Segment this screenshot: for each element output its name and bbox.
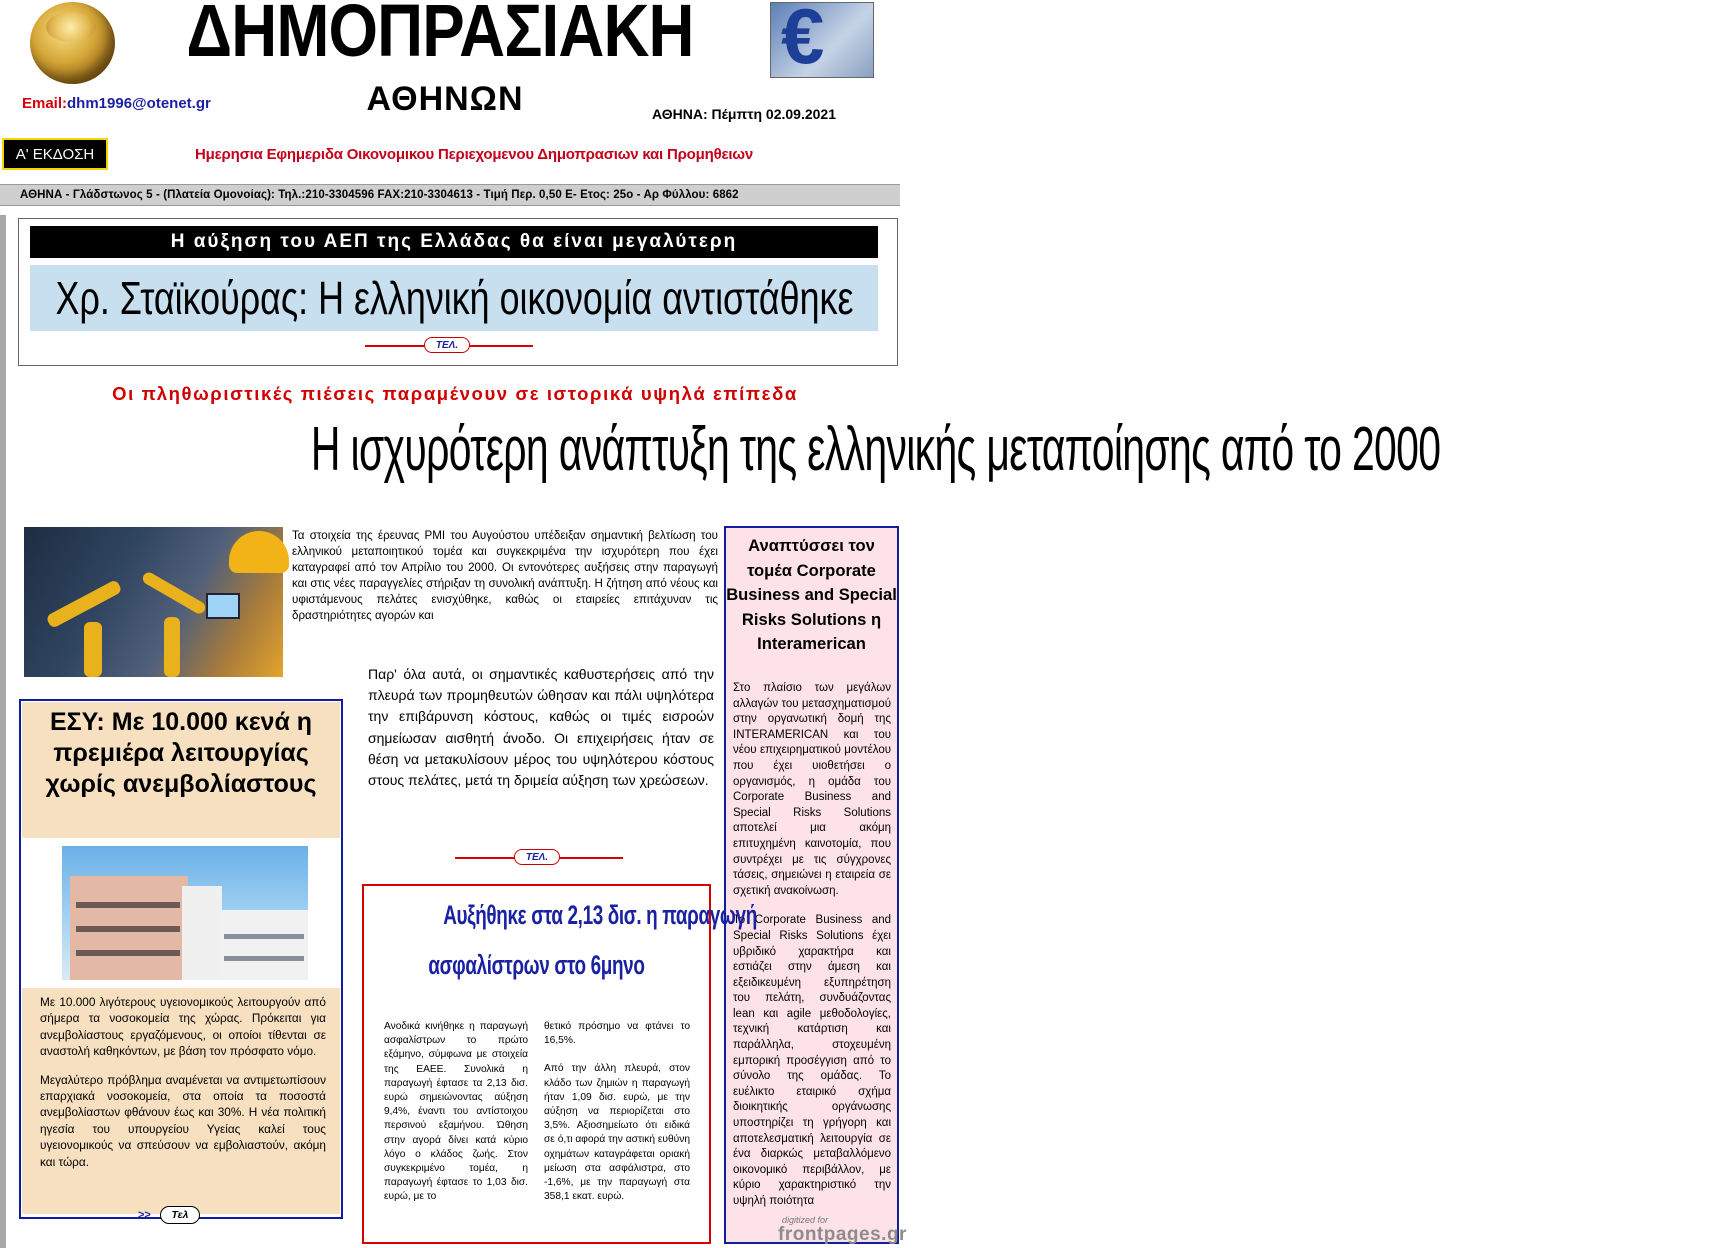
story2-paragraph-2: Παρ' όλα αυτά, οι σημαντικές καθυστερήσεις από την πλευρά των προμηθευτών ώθησαν και πάλι υψηλότερα την επιβάρυνση κόστους, καθώς οι τιμές εισροών σημείωσαν αισθητή άνοδο. Οι επιχειρήσεις ήταν σε θέση να μετακυλίσουν μέρος του υψηλότερου κόστους στους πελάτες, μετά τη δριμεία αύξηση των χρεώσεων. — [368, 666, 714, 789]
story2-end-mark: ΤΕΛ. — [514, 849, 560, 865]
insurance-headline-line1: Αυξήθηκε στα 2,13 δισ. η παραγωγή — [443, 900, 757, 930]
insurance-headline-line2: ασφαλίστρων στο 6μηνο — [427, 950, 645, 980]
watermark-site: frontpages.gr — [778, 1224, 907, 1245]
interamerican-paragraph-1: Στο πλαίσιο των μεγάλων αλλαγών του μετασχηματισμού στην οργανωτική δομή της INTERAMERICAN και του νέου επιχειρηματικού μοντέλου που έχει υιοθετήσει ο οργανισμός, η ομάδα του Corporate Business and Special Risks Solutions αποτελεί μια ακόμη επιτυχημένη καινοτομία, που συντρέχει με τις σύγχρονες τάσεις, σημειώνει η εταιρεία σε σχετική ανακοίνωση. — [733, 682, 891, 897]
insurance-column-2-part-2: Από την άλλη πλευρά, στον κλάδο των ζημιών η παραγωγή ήταν 1,09 δισ. ευρώ, με την αύξηση να περιορίζεται στο 3,5%. Αξιοσημείωτο ότι ειδικά σε ό,τι αφορά την αστική ευθύνη οχημάτων καταγράφεται οριακή μείωση στα ασφάλιστρα, στο -1,6%, με την παραγωγή στα 358,1 εκατ. ευρώ. — [544, 1063, 690, 1203]
issue-date: ΑΘΗΝΑ: Πέμπτη 02.09.2021 — [652, 106, 836, 122]
story2-headline: Η ισχυρότερη ανάπτυξη της ελληνικής μεταποίησης από το 2000 — [310, 415, 1441, 484]
newspaper-title: ΔΗΜΟΠΡΑΣΙΑΚΗ — [186, 0, 694, 72]
info-bar: ΑΘΗΝΑ - Γλάδστωνος 5 - (Πλατεία Ομονοίας): Τηλ.:210-3304596 FAX:210-3304613 - Τιμή Περ. 0,50 Ε- Ετος: 25ο - Αρ Φύλλου: 6862 — [0, 184, 900, 206]
insurance-column-1: Ανοδικά κινήθηκε η παραγωγή ασφαλίστρων το πρώτο εξάμηνο, σύμφωνα με στοιχεία της ΕΑΕΕ. Συνολικά η παραγωγή έφτασε τα 2,13 δισ. ευρώ σημειώνοντας αύξηση 9,4%, έναντι του αντίστοιχου περσινού εξαμήνου. Ώθηση στην αγορά δίνει κατά κύριο λόγο ο κλάδος ζωής. Στον συγκεκριμένο τομέα, η παραγωγή έφτασε το 1,03 δισ. ευρώ, με το — [384, 1021, 528, 1203]
euro-symbol-image — [770, 2, 874, 78]
interamerican-paragraph-2: To Corporate Business and Special Risks Solutions έχει υβριδικό χαρακτήρα και εστιάζει στην άμεση και εξειδικευμένη εξυπηρέτηση του πελάτη, συνδυάζοντας lean και agile μεθοδολογίες, τεχνική κατάρτιση και παράλληλα, στοχευμένη εμπορική προσέγγιση από το σύνολο της ομάδας. Το ευέλικτο εταιρικό σχήμα διοικητικής οργάνωσης υποστηρίζει τη γρήγορη και αποτελεσματική λειτουργία σε ένα διαρκώς μεταβαλλόμενο οικονομικό περιβάλλον, με κύριο χαρακτηριστικό την υψηλή ποιότητα — [733, 914, 891, 1207]
watermark-caption: digitized for — [782, 1215, 829, 1225]
insurance-column-2 — [544, 1020, 690, 1204]
insurance-headline[interactable] — [376, 890, 757, 990]
story1-end-mark: ΤΕΛ. — [424, 337, 470, 353]
esy-headline[interactable]: ΕΣΥ: Με 10.000 κενά η πρεμιέρα λειτουργίας χωρίς ανεμβολίαστους — [22, 702, 340, 838]
email-line — [22, 95, 211, 112]
esy-body — [22, 988, 340, 1214]
story2-paragraph-1: Τα στοιχεία της έρευνας PMI του Αυγούστου υπέδειξαν σημαντική βελτίωση του ελληνικού μεταποιητικού τομέα και συγκεκριμένα την ισχυρότερη που έχει καταγραφεί από τον Απρίλιο του 2000. Οι εντονότερες αυξήσεις στην παραγωγή και στις νέες παραγγελίες στήριξαν τη συνολική ανάπτυξη. Η ζήτηση από νέους και υφιστάμενους πελάτες ενισχύθηκε, καθώς οι εταιρείες επιτάχυναν τις δραστηριότητες αγορών και — [292, 529, 718, 622]
esy-paragraph-2: Μεγαλύτερο πρόβλημα αναμένεται να αντιμετωπίσουν επαρχιακά νοσοκομεία, στα οποία τα ποσοστά ανεμβολίαστων φθάνουν έως και 30%. Η νέα πολιτική ηγεσία του υπουργείου Υγείας καλεί τους υγειονομικούς να σπεύσουν να εμβολιαστούν, ακόμη και τώρα. — [40, 1072, 326, 1169]
story2-headline-box[interactable] — [20, 414, 1441, 484]
newspaper-subtitle: ΑΘΗΝΩΝ — [366, 80, 524, 118]
email-link[interactable]: dhm1996@otenet.gr — [67, 95, 211, 112]
story1-kicker: Η αύξηση του ΑΕΠ της Ελλάδας θα είναι μεγαλύτερη — [30, 226, 878, 258]
interamerican-headline[interactable]: Αναπτύσσει τον τομέα Corporate Business and Special Risks Solutions η Interamerican — [726, 528, 897, 677]
tagline: Ημερησια Εφημεριδα Οικονομικου Περιεχομενου Δημοπρασιων και Προμηθειων — [195, 146, 753, 163]
email-label: Email: — [22, 95, 68, 112]
robot-factory-photo — [24, 527, 283, 677]
hospital-photo — [62, 846, 308, 980]
story1-headline: Χρ. Σταϊκούρας: Η ελληνική οικονομία αντιστάθηκε — [55, 272, 853, 324]
story1-headline-box[interactable] — [30, 265, 878, 331]
edition-badge: Α' ΕΚΔΟΣΗ — [2, 138, 108, 170]
story2-kicker: Οι πληθωριστικές πιέσεις παραμένουν σε ιστορικά υψηλά επίπεδα — [112, 383, 798, 404]
insurance-column-2-part-1: θετικό πρόσημο να φτάνει το 16,5%. — [544, 1021, 690, 1047]
esy-paragraph-1: Με 10.000 λιγότερους υγειονομικούς λειτουργούν από σήμερα τα νοσοκομεία της χώρας. Πρόκειται για ανεμβολίαστους εργαζόμενους, οι οποίοι τίθενται σε αναστολή καθηκόντων, με βάση τον πρόσφατο νόμο. — [40, 995, 326, 1059]
euro-icon: € — [781, 0, 825, 80]
continue-arrow: >> — [138, 1209, 151, 1221]
left-divider — [0, 215, 6, 1248]
esy-end-mark: Τελ — [160, 1206, 200, 1224]
gold-coins-image — [30, 2, 115, 84]
interamerican-body — [726, 677, 897, 1242]
